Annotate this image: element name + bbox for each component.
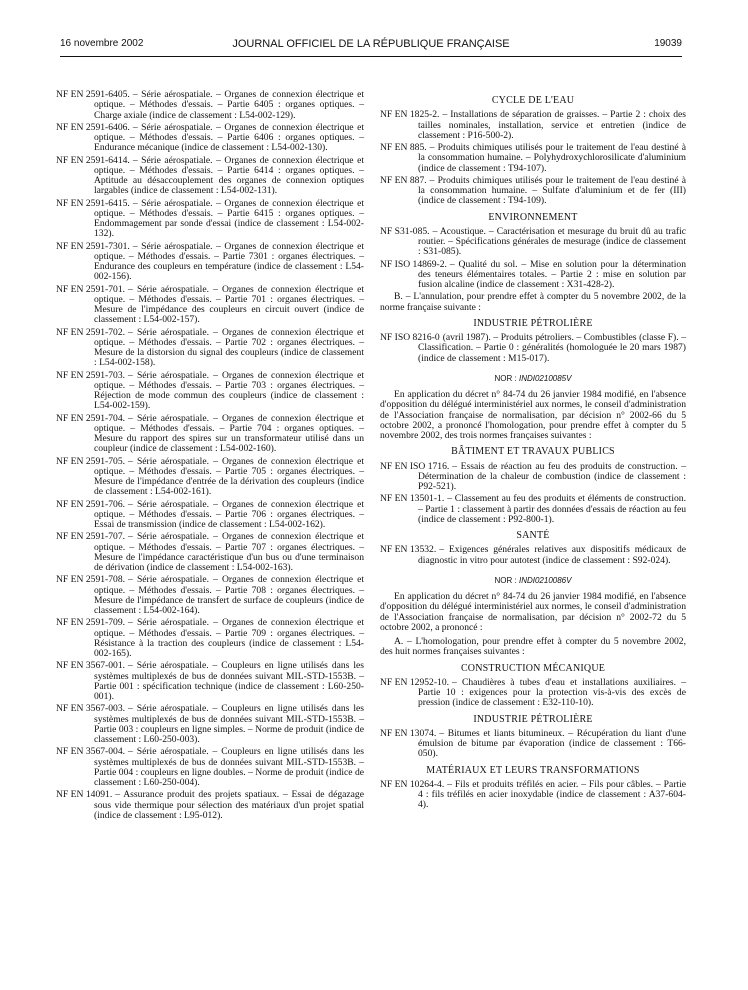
- norm-entry: [56, 328, 364, 369]
- norm-reference: NF EN 2591-703.: [56, 369, 126, 381]
- norm-reference: NF EN 3567-004.: [56, 746, 126, 758]
- norm-description: – Classement au feu des produits et éléments de construction. – Partie 1 : classement à partir des données d'essais de réaction au feu (indice de classement : P92-800-1).: [418, 493, 686, 525]
- norm-reference: NF EN 2591-6414.: [56, 154, 130, 166]
- section-heading-cycle-eau: CYCLE DE L'EAU: [491, 95, 575, 106]
- norm-description: – Acoustique. – Caractérisation et mesurage du bruit dû au trafic routier. – Spécifications générales de mesurage (indice de classement : S31-085).: [418, 225, 686, 258]
- norm-entry: [380, 333, 686, 364]
- norm-reference: NF EN 13074.: [380, 727, 437, 739]
- section-heading-industrie-petroliere-2: INDUSTRIE PÉTROLIÈRE: [473, 713, 593, 725]
- norm-reference: NF EN 887.: [380, 174, 427, 186]
- nor-label: NOR :: [494, 373, 517, 383]
- norm-entry: [56, 242, 364, 283]
- norm-reference: NF S31-085.: [380, 225, 430, 237]
- section-heading-materiaux: MATÉRIAUX ET LEURS TRANSFORMATIONS: [426, 764, 640, 776]
- section-heading-industrie-petroliere-1: INDUSTRIE PÉTROLIÈRE: [473, 317, 593, 329]
- norm-description: – Série aérospatiale. – Organes de connexion électrique et optique. – Méthodes d'essais. – Partie 709 : organes électriques. – Résistance à la traction des coupleurs (indice de classement : L54-002-165).: [94, 617, 364, 659]
- entries-batiment: [380, 462, 686, 526]
- norm-reference: NF EN ISO 1716.: [380, 460, 450, 472]
- entries-construction-mecanique: [380, 678, 686, 709]
- norm-description: – Série aérospatiale. – Organes de connexion électrique et optique. – Méthodes d'essais. – Partie 6415 : organes optiques. – Endommagement par sonde d'essai (indice de classement : L54-002-132).: [94, 197, 364, 240]
- norm-reference: NF EN 13532.: [380, 544, 437, 556]
- norm-description: – Produits chimiques utilisés pour le traitement de l'eau destiné à la consommation humaine. – Polyhydroxychlorosilicate d'aluminium (indice de classement : T94-107).: [418, 142, 686, 174]
- norm-reference: NF EN 2591-702.: [56, 326, 126, 338]
- norm-entry: [380, 729, 686, 760]
- header-rule: [60, 56, 682, 57]
- entries-materiaux: [380, 780, 686, 811]
- norm-reference: NF EN 2591-707.: [56, 531, 126, 543]
- norm-reference: NF EN 2591-706.: [56, 498, 126, 510]
- norm-description: – Série aérospatiale. – Coupleurs en ligne utilisés dans les systèmes multiplexés de bus de données suivant MIL-STD-1553B. – Partie 003 : coupleurs en ligne simples. – Norme de produit (indice de classement : L60-250-003).: [94, 703, 364, 745]
- norm-reference: NF EN 3567-003.: [56, 703, 126, 715]
- norm-entry: [56, 532, 364, 573]
- nor-reference-2: [380, 576, 686, 586]
- norm-entry: [380, 143, 686, 174]
- norm-reference: NF EN 2591-705.: [56, 455, 126, 467]
- norm-entry: [56, 156, 364, 197]
- norm-entry: [56, 618, 364, 659]
- norm-entry: [56, 790, 364, 821]
- entries-sante: [380, 545, 686, 566]
- norm-entry: [56, 747, 364, 788]
- norm-entry: [56, 414, 364, 455]
- norm-description: – Exigences générales relatives aux dispositifs médicaux de diagnostic in vitro pour autotest (indice de classement : S92-024).: [418, 544, 686, 566]
- norm-description: – Série aérospatiale. – Organes de connexion électrique et optique. – Méthodes d'essais. – Partie 6414 : organes optiques. – Aptitude au désaccouplement des organes de connexion optiques largables (indice de classement : L54-002-131).: [94, 154, 364, 197]
- homologation-paragraph: A. – L'homologation, pour prendre effet à compter du 5 novembre 2002, des huit normes françaises suivantes :: [380, 636, 686, 658]
- entries-industrie-petroliere-1: [380, 333, 686, 364]
- norm-description: – Assurance produit des projets spatiaux. – Essai de dégazage sous vide thermique pour sélection des matériaux d'un projet spatial (indice de classement : L95-012).: [94, 789, 364, 821]
- nor-id: INDI0210085V: [518, 373, 572, 383]
- norm-reference: NF EN 885.: [380, 142, 427, 153]
- norm-reference: NF EN 2591-708.: [56, 574, 126, 586]
- norm-description: – Série aérospatiale. – Organes de connexion électrique et optique. – Méthodes d'essais. – Partie 703 : organes électriques. – Réjection de mode commun des coupleurs (indice de classement : L54-002-159).: [94, 369, 364, 412]
- norm-entry: [380, 227, 686, 258]
- norm-description: – Série aérospatiale. – Organes de connexion électrique et optique. – Méthodes d'essais. – Partie 705 : organes électriques. – Mesure de l'impédance d'entrée de la dérivation des coupleurs (indice de classement : L54-002-161).: [94, 455, 364, 498]
- norm-entry: [56, 575, 364, 616]
- norm-description: – Série aérospatiale. – Organes de connexion électrique et optique. – Méthodes d'essais. – Partie 701 : organes électriques. – Mesure de l'impédance des coupleurs en circuit ouvert (indice de classement : L54-002-157).: [94, 283, 364, 326]
- norm-entry: [56, 500, 364, 531]
- norm-description: – Bitumes et liants bitumineux. – Récupération du liant d'une émulsion de bitume par évaporation (indice de classement : T66-050).: [418, 727, 686, 760]
- norm-description: – Série aérospatiale. – Organes de connexion électrique et optique. – Méthodes d'essais. – Partie 6406 : organes optiques. – Endurance mécanique (indice de classement : L54-002-130).: [94, 121, 364, 154]
- decision-paragraph-2: En application du décret n° 84-74 du 26 janvier 1984 modifié, en l'absence d'opposition du délégué interministériel aux normes, le conseil d'administration de l'Association française de normalisation, par décision n° 2002-72 du 5 octobre 2002, a prononcé :: [380, 591, 686, 633]
- norm-description: – Série aérospatiale. – Coupleurs en ligne utilisés dans les systèmes multiplexés de bus de données suivant MIL-STD-1553B. – Partie 004 : coupleurs en ligne doubles. – Norme de produit (indice de classement : L60-250-004).: [94, 746, 364, 788]
- norm-entry: [380, 260, 686, 291]
- decision-paragraph-1: En application du décret n° 84-74 du 26 janvier 1984 modifié, en l'absence d'opposition du délégué interministériel aux normes, le conseil d'administration de l'Association française de normalisation, par décision n° 2002-66 du 5 octobre 2002, a prononcé l'homologation, pour prendre effet à compter du 5 novembre 2002, des trois normes françaises suivantes :: [380, 389, 686, 441]
- entries-cycle-eau: [380, 110, 686, 206]
- page-header: [60, 38, 682, 52]
- norm-entry: [380, 110, 686, 141]
- norm-reference: NF EN 2591-6406.: [56, 121, 130, 133]
- norm-description: – Installations de séparation de graisses. – Partie 2 : choix des tailles nominales, installation, service et entretien (indice de classement : P16-500-2).: [418, 109, 686, 141]
- section-heading-sante: SANTÉ: [516, 530, 550, 541]
- norm-entry: [56, 704, 364, 745]
- right-column: [380, 90, 686, 813]
- nor-reference-1: [380, 374, 686, 384]
- left-column: [56, 90, 364, 823]
- norm-reference: NF EN 14091.: [56, 789, 113, 801]
- norm-entry: [56, 661, 364, 702]
- norm-reference: NF EN 12952-10.: [380, 676, 450, 688]
- norm-entry: [56, 371, 364, 412]
- norm-entry: [380, 176, 686, 207]
- norm-description: – Série aérospatiale. – Organes de connexion électrique et optique. – Méthodes d'essais. – Partie 7301 : organes électriques. – Endurance des coupleurs en température (indice de classement : L54-002-156).: [94, 240, 364, 283]
- norm-entry: [56, 285, 364, 326]
- norm-entry: [56, 457, 364, 498]
- norm-description: – Série aérospatiale. – Organes de connexion électrique et optique. – Méthodes d'essais. – Partie 706 : organes électriques. – Essai de transmission (indice de classement : L54-002-162).: [94, 498, 364, 530]
- norm-reference: NF ISO 14869-2.: [380, 258, 447, 270]
- nor-label: NOR :: [494, 575, 517, 585]
- norm-description: – Série aérospatiale. – Organes de connexion électrique et optique. – Méthodes d'essais. – Partie 702 : organes électriques. – Mesure de la distorsion du signal des coupleurs (indice de classement : L54-002-158).: [94, 326, 364, 369]
- norm-reference: NF EN 3567-001.: [56, 660, 126, 672]
- norm-entry: [380, 545, 686, 566]
- norm-description: – Série aérospatiale. – Organes de connexion électrique et optique. – Méthodes d'essais. – Partie 708 : organes électriques. – Mesure de l'impédance de transfert de surface de coupleurs (indice de classement : L54-002-164).: [94, 574, 364, 616]
- norm-reference: NF EN 2591-7301.: [56, 240, 130, 252]
- annulation-paragraph: B. – L'annulation, pour prendre effet à compter du 5 novembre 2002, de la norme française suivante :: [380, 291, 686, 313]
- norm-reference: NF EN 1825-2.: [380, 109, 440, 121]
- norm-reference: NF EN 2591-6415.: [56, 197, 130, 209]
- section-heading-batiment: BÂTIMENT ET TRAVAUX PUBLICS: [451, 446, 615, 458]
- norm-description: – Série aérospatiale. – Organes de connexion électrique et optique. – Méthodes d'essais. – Partie 707 : organes électriques. – Mesure de l'impédance caractéristique d'un bus ou d'une terminaison de dérivation (indice de classement : L54-002-163).: [94, 531, 364, 573]
- norm-entry: [380, 462, 686, 493]
- norm-entry: [380, 494, 686, 525]
- norm-description: – Série aérospatiale. – Coupleurs en ligne utilisés dans les systèmes multiplexés de bus de données suivant MIL-STD-1553B. – Partie 001 : spécification technique (indice de classement : L60-250-001).: [94, 660, 364, 702]
- norm-entry: [380, 678, 686, 709]
- norm-entry: [56, 199, 364, 240]
- section-heading-construction-mecanique: CONSTRUCTION MÉCANIQUE: [460, 662, 606, 674]
- norm-description: – Chaudières à tubes d'eau et installations auxiliaires. – Partie 10 : exigences pour la protection vis-à-vis des excès de pression (indice de classement : E32-110-10).: [418, 676, 686, 709]
- norm-reference: NF EN 13501-1.: [380, 493, 445, 505]
- journal-title: JOURNAL OFFICIEL DE LA RÉPUBLIQUE FRANÇAISE: [232, 38, 510, 50]
- norm-description: – Série aérospatiale. – Organes de connexion électrique et optique. – Méthodes d'essais. – Partie 6405 : organes optiques. – Charge axiale (indice de classement : L54-002-129).: [94, 89, 364, 121]
- norm-reference: NF ISO 8216-0: [380, 332, 440, 343]
- norm-entry: [380, 780, 686, 811]
- norm-entry: [56, 90, 364, 121]
- norm-reference: NF EN 2591-709.: [56, 617, 126, 629]
- entries-industrie-petroliere-2: [380, 729, 686, 760]
- entries-environnement: [380, 227, 686, 291]
- norm-description: – Série aérospatiale. – Organes de connexion électrique et optique. – Méthodes d'essais. – Partie 704 : organes optiques. – Mesure du rapport des spires sur un transformateur utilisé dans un coupleur (indice de classement : L54-002-160).: [94, 412, 364, 455]
- norm-reference: NF EN 2591-701.: [56, 283, 126, 295]
- norm-description: – Fils et produits tréfilés en acier. – Fils pour câbles. – Partie 4 : fils tréfilés en acier inoxydable (indice de classement : A37-604-4).: [418, 778, 686, 811]
- nor-id: INDI0210086V: [518, 575, 572, 585]
- norm-reference: NF EN 2591-6405.: [56, 89, 130, 100]
- norm-description: – Qualité du sol. – Mise en solution pour la détermination des teneurs élémentaires totales. – Partie 2 : mise en solution par fusion alcaline (indice de classement : X31-428-2).: [418, 258, 686, 290]
- norm-description: (avril 1987). – Produits pétroliers. – Combustibles (classe F). – Classification. – Partie 0 : généralités (homologuée le 20 mars 1987) (indice de classement : M15-017).: [418, 332, 686, 364]
- norm-reference: NF EN 2591-704.: [56, 412, 126, 424]
- norm-entry: [56, 123, 364, 154]
- page-number: 19039: [654, 38, 682, 49]
- section-heading-environnement: ENVIRONNEMENT: [488, 211, 578, 223]
- norm-description: – Produits chimiques utilisés pour le traitement de l'eau destiné à la consommation humaine. – Sulfate d'aluminium et de fer (III) (indice de classement : T94-109).: [418, 174, 686, 207]
- norm-reference: NF EN 10264-4.: [380, 778, 445, 790]
- issue-date: 16 novembre 2002: [60, 38, 144, 49]
- norm-description: – Essais de réaction au feu des produits de construction. – Détermination de la chaleur de combustion (indice de classement : P92-521).: [418, 460, 686, 492]
